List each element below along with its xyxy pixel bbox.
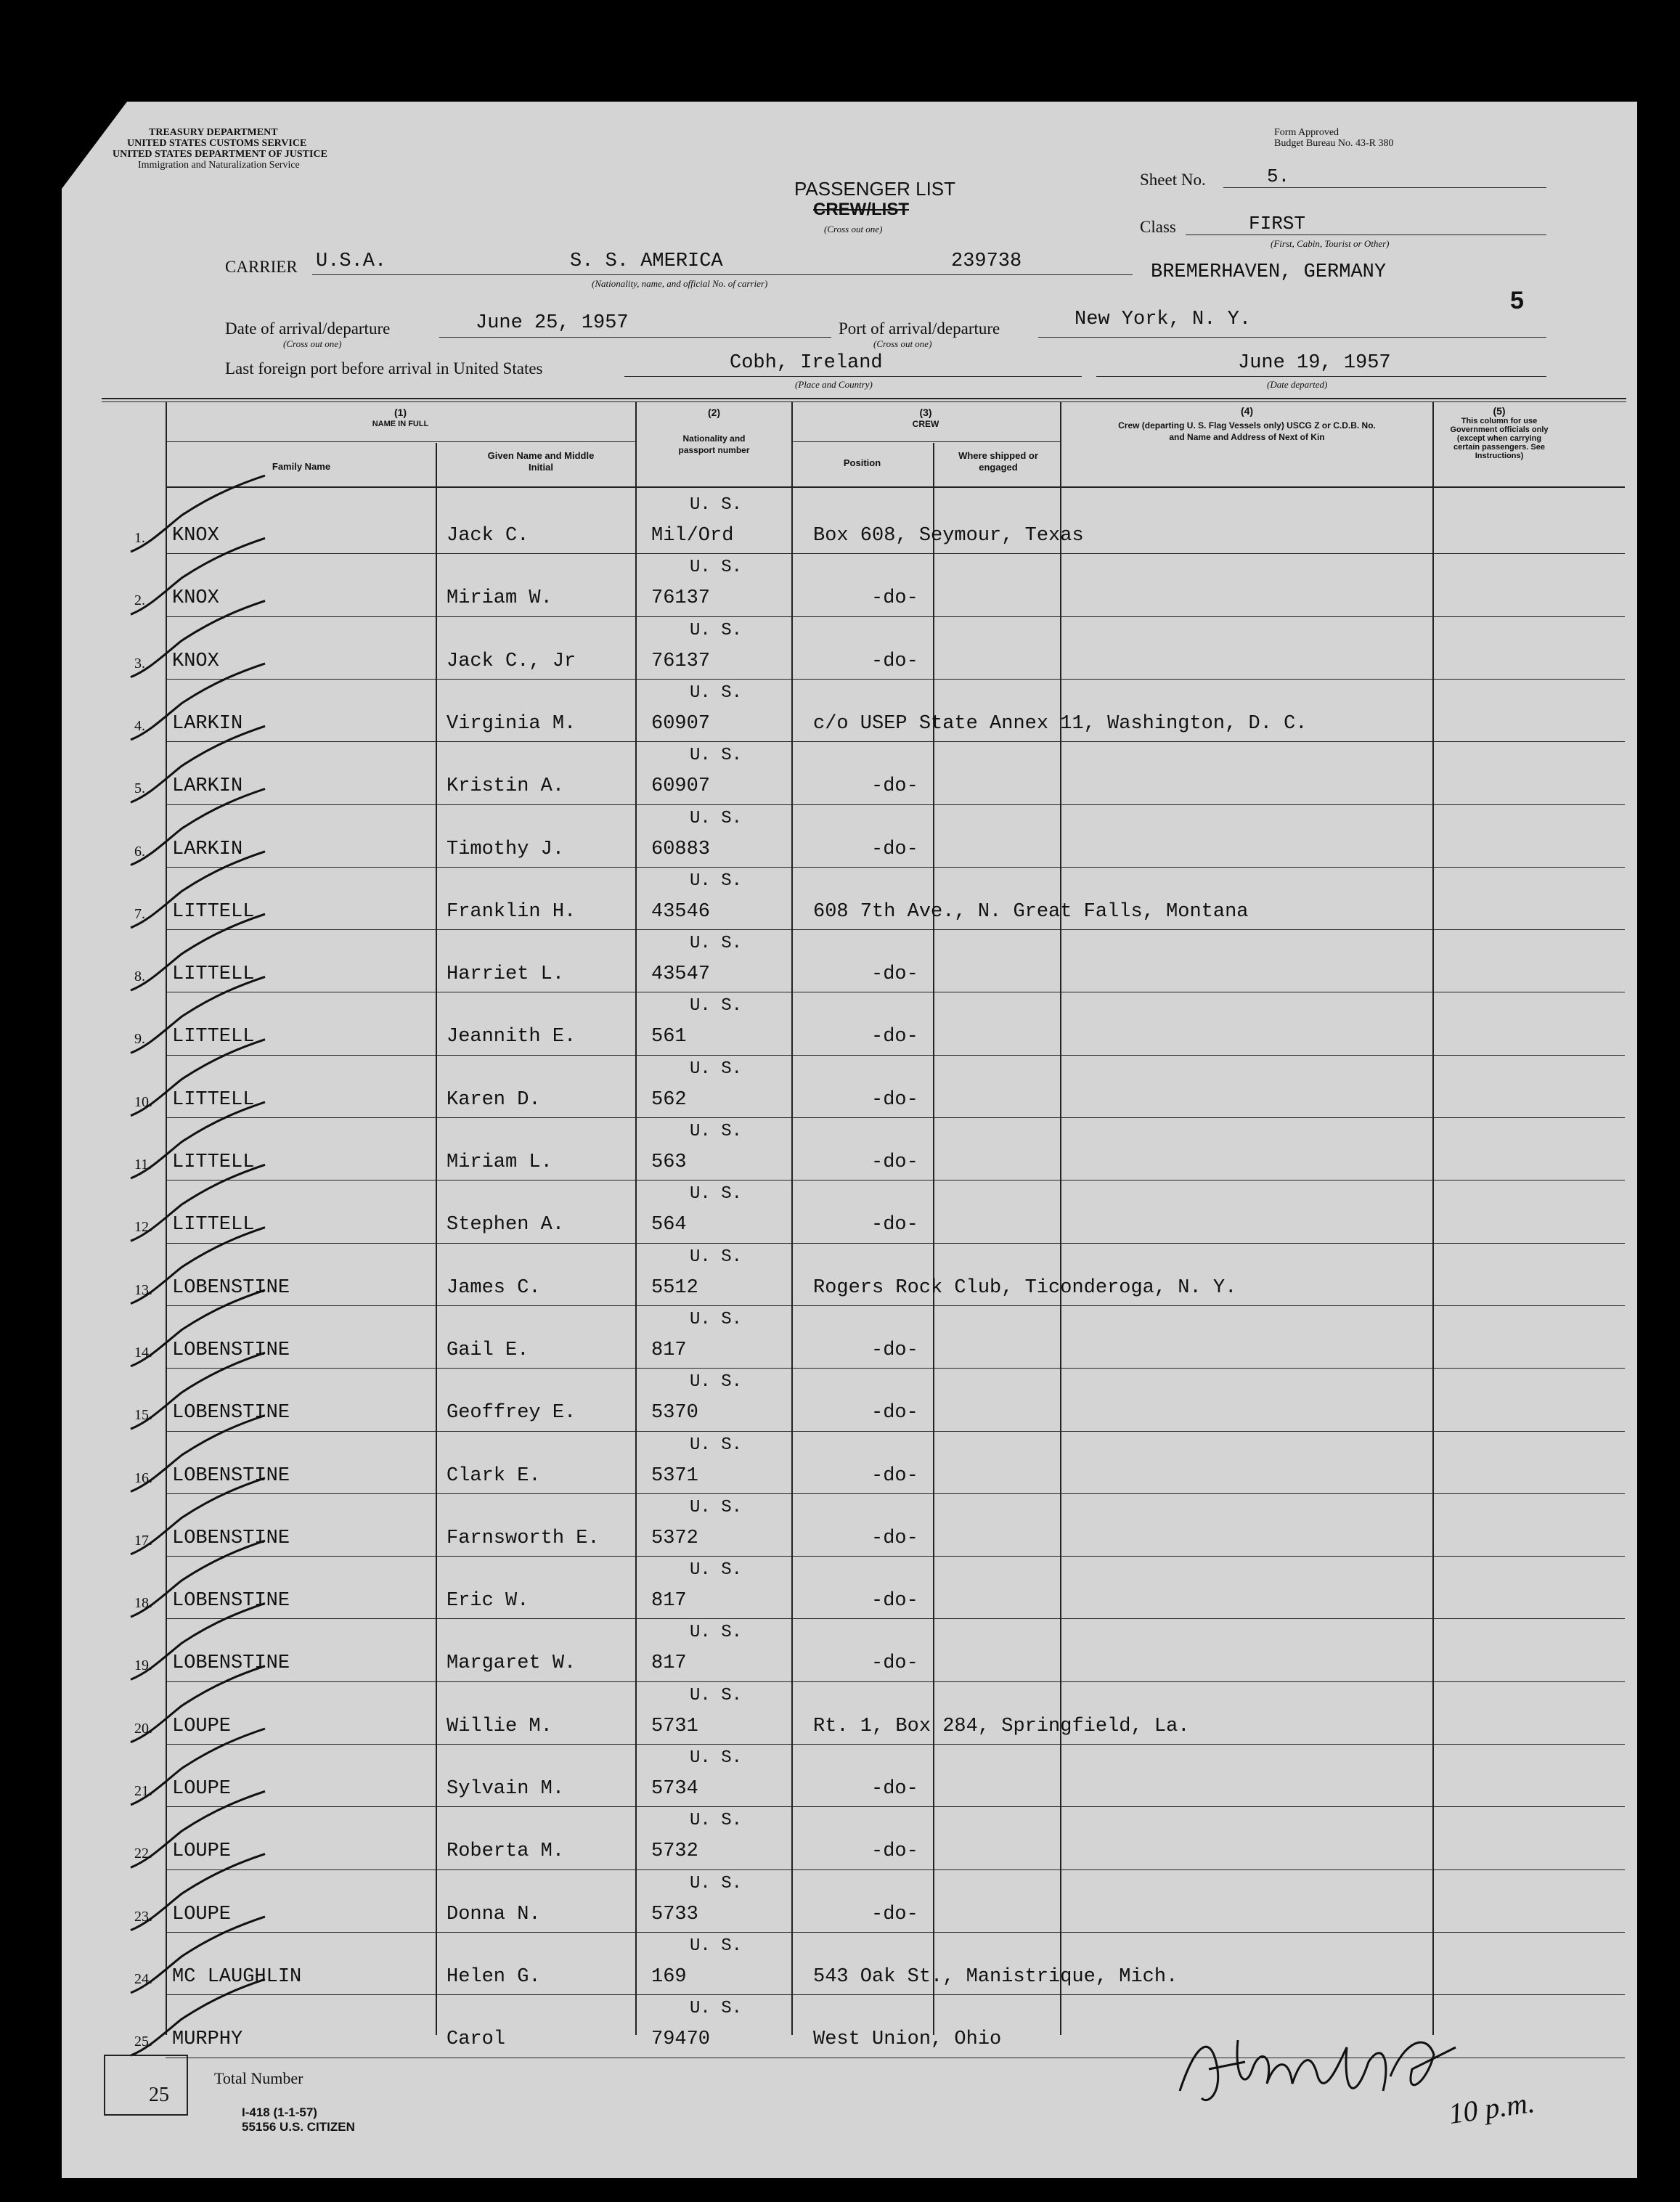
given-name: Harriet L. bbox=[446, 963, 565, 986]
title-note: (Cross out one) bbox=[824, 224, 883, 235]
col5-header bbox=[1434, 405, 1565, 460]
nationality: U. S. bbox=[690, 1309, 743, 1329]
check-marks bbox=[62, 102, 497, 2178]
family-name: KNOX bbox=[172, 587, 219, 610]
nationality: U. S. bbox=[690, 620, 743, 640]
nationality: U. S. bbox=[690, 1560, 743, 1581]
row-number: 15. bbox=[134, 1407, 152, 1424]
passport-number: 60907 bbox=[651, 712, 711, 735]
col2-title: Nationality and passport number bbox=[678, 433, 750, 455]
family-name: LITTELL bbox=[172, 1026, 255, 1048]
given-name: Timothy J. bbox=[446, 838, 565, 860]
port-underline bbox=[1038, 337, 1546, 338]
check-mark bbox=[131, 1854, 265, 1930]
passport-number: 5371 bbox=[651, 1464, 698, 1487]
col2-number: (2) bbox=[707, 407, 721, 418]
arrival-date-underline bbox=[439, 337, 831, 338]
address: 543 Oak St., Manistrique, Mich. bbox=[813, 1965, 1178, 1988]
row-number: 21. bbox=[134, 1783, 152, 1799]
address: -do- bbox=[871, 587, 918, 610]
check-mark bbox=[131, 1979, 265, 2055]
crew-subhead-rule bbox=[791, 441, 1060, 442]
given-name: Carol bbox=[446, 2028, 506, 2051]
arrival-date-value: June 25, 1957 bbox=[476, 312, 629, 334]
family-name: MC LAUGHLIN bbox=[172, 1965, 302, 1988]
col-family-header: Family Name bbox=[272, 461, 331, 472]
address: -do- bbox=[871, 1026, 918, 1048]
address: -do- bbox=[871, 1214, 918, 1236]
check-mark bbox=[131, 1791, 265, 1867]
col-line-c4 bbox=[1432, 401, 1434, 2035]
family-name: LOUPE bbox=[172, 1903, 232, 1925]
passport-number: 60907 bbox=[651, 775, 711, 798]
nationality: U. S. bbox=[690, 1811, 743, 1831]
last-port-date: June 19, 1957 bbox=[1238, 352, 1391, 374]
col3-title: CREW bbox=[912, 419, 939, 429]
passport-number: 5732 bbox=[651, 1840, 698, 1863]
given-name: Clark E. bbox=[446, 1464, 541, 1487]
given-name: Willie M. bbox=[446, 1715, 552, 1737]
given-name: Helen G. bbox=[446, 1965, 541, 1988]
title-crew-list: CREW/LIST bbox=[813, 200, 909, 219]
check-mark bbox=[131, 1040, 265, 1116]
col1-number: (1) bbox=[394, 407, 407, 418]
agency-line-4: Immigration and Naturalization Service bbox=[138, 160, 300, 171]
given-name: Franklin H. bbox=[446, 900, 576, 923]
passport-number: 563 bbox=[651, 1151, 687, 1173]
form-subtitle: 55156 U.S. CITIZEN bbox=[242, 2120, 355, 2134]
carrier-label: CARRIER bbox=[225, 258, 298, 276]
check-mark bbox=[131, 1729, 265, 1805]
agency-line-2: UNITED STATES CUSTOMS SERVICE bbox=[127, 138, 307, 149]
nationality: U. S. bbox=[690, 1372, 743, 1392]
nationality: U. S. bbox=[690, 1685, 743, 1705]
given-name: Jack C. bbox=[446, 525, 529, 547]
given-name: Farnsworth E. bbox=[446, 1527, 600, 1549]
col5-title: This column for use Government officials only (except when carrying certain passengers. See Instructions) bbox=[1450, 417, 1549, 460]
page-title: PASSENGER LIST bbox=[794, 178, 956, 200]
signature-time: 10 p.m. bbox=[1446, 2085, 1537, 2131]
nationality: U. S. bbox=[690, 808, 743, 828]
port-cross-note: (Cross out one) bbox=[873, 338, 932, 349]
col-where-header: Where shipped or engaged bbox=[958, 450, 1038, 473]
class-note: (First, Cabin, Tourist or Other) bbox=[1271, 238, 1390, 249]
address: -do- bbox=[871, 775, 918, 798]
row-number: 13. bbox=[134, 1281, 152, 1298]
address: -do- bbox=[871, 1402, 918, 1424]
sheet-label: Sheet No. bbox=[1140, 171, 1206, 189]
check-mark bbox=[131, 1102, 265, 1178]
given-name: Karen D. bbox=[446, 1088, 541, 1111]
col3-number: (3) bbox=[919, 407, 932, 418]
check-mark bbox=[131, 476, 265, 552]
row-number: 23. bbox=[134, 1908, 152, 1925]
family-name: LOBENSTINE bbox=[172, 1402, 290, 1424]
row-number: 10. bbox=[134, 1093, 152, 1110]
total-box bbox=[104, 2055, 188, 2116]
row-number: 5. bbox=[134, 780, 145, 797]
passenger-list-page bbox=[62, 102, 1637, 2178]
check-mark bbox=[131, 976, 265, 1053]
row-number: 3. bbox=[134, 655, 145, 672]
family-name: LITTELL bbox=[172, 900, 255, 923]
passport-number: 5372 bbox=[651, 1527, 698, 1549]
row-number: 18. bbox=[134, 1595, 152, 1612]
row-number: 7. bbox=[134, 905, 145, 922]
address: Rt. 1, Box 284, Springfield, La. bbox=[813, 1715, 1190, 1737]
address: -do- bbox=[871, 1778, 918, 1800]
address: -do- bbox=[871, 838, 918, 860]
row-number: 1. bbox=[134, 530, 145, 546]
row-number: 16. bbox=[134, 1469, 152, 1486]
row-number: 22. bbox=[134, 1846, 152, 1862]
check-mark bbox=[131, 852, 265, 928]
row-number: 9. bbox=[134, 1031, 145, 1048]
passport-number: 817 bbox=[651, 1652, 687, 1675]
nationality: U. S. bbox=[690, 870, 743, 891]
check-mark bbox=[131, 914, 265, 990]
nationality: U. S. bbox=[690, 1623, 743, 1643]
address: -do- bbox=[871, 650, 918, 672]
passport-number: 5733 bbox=[651, 1903, 698, 1925]
carrier-name: S. S. AMERICA bbox=[570, 250, 723, 272]
passport-number: 817 bbox=[651, 1339, 687, 1361]
carrier-official-no: 239738 bbox=[951, 250, 1022, 272]
passport-number: 169 bbox=[651, 1965, 687, 1988]
passport-number: 5731 bbox=[651, 1715, 698, 1737]
passport-number: 76137 bbox=[651, 587, 711, 610]
family-name: LOUPE bbox=[172, 1715, 232, 1737]
nationality: U. S. bbox=[690, 1184, 743, 1204]
row-number: 25. bbox=[134, 2034, 152, 2050]
address: -do- bbox=[871, 1151, 918, 1173]
check-mark bbox=[131, 1541, 265, 1617]
col4-title: Crew (departing U. S. Flag Vessels only) USCG Z or C.D.B. No. and Name and Address of Next of Kin bbox=[1118, 420, 1376, 442]
col-position-header: Position bbox=[843, 457, 881, 468]
nationality: U. S. bbox=[690, 1497, 743, 1517]
family-name: LOBENSTINE bbox=[172, 1276, 290, 1299]
family-name: KNOX bbox=[172, 525, 219, 547]
form-approved-line-1: Form Approved bbox=[1274, 127, 1339, 138]
address: Box 608, Seymour, Texas bbox=[813, 525, 1084, 547]
row-number: 4. bbox=[134, 717, 145, 734]
inspector-signature bbox=[1165, 2018, 1470, 2134]
row-number: 17. bbox=[134, 1532, 152, 1549]
family-name: LARKIN bbox=[172, 712, 243, 735]
check-mark bbox=[131, 1666, 265, 1742]
given-name: Roberta M. bbox=[446, 1840, 565, 1863]
address: -do- bbox=[871, 1088, 918, 1111]
page-corner-fold bbox=[62, 102, 127, 189]
agency-line-3: UNITED STATES DEPARTMENT OF JUSTICE bbox=[113, 149, 327, 160]
passport-number: 564 bbox=[651, 1214, 687, 1236]
given-name: Jack C., Jr bbox=[446, 650, 576, 672]
carrier-origin: BREMERHAVEN, GERMANY bbox=[1151, 261, 1387, 283]
address: Rogers Rock Club, Ticonderoga, N. Y. bbox=[813, 1276, 1237, 1299]
row-number: 20. bbox=[134, 1720, 152, 1737]
form-approved-line-2: Budget Bureau No. 43-R 380 bbox=[1274, 138, 1394, 149]
address: 608 7th Ave., N. Great Falls, Montana bbox=[813, 900, 1249, 923]
last-port-date-underline bbox=[1096, 376, 1546, 377]
passport-number: Mil/Ord bbox=[651, 525, 734, 547]
check-mark bbox=[131, 1290, 265, 1366]
nationality: U. S. bbox=[690, 1936, 743, 1956]
given-name: Eric W. bbox=[446, 1590, 529, 1612]
check-mark bbox=[131, 1228, 265, 1304]
given-name: Margaret W. bbox=[446, 1652, 576, 1675]
family-name: LOBENSTINE bbox=[172, 1339, 290, 1361]
check-mark bbox=[131, 664, 265, 740]
class-label: Class bbox=[1140, 218, 1176, 236]
check-mark bbox=[131, 1165, 265, 1241]
address: -do- bbox=[871, 1464, 918, 1487]
margin-mark: 5 bbox=[1510, 287, 1524, 314]
nationality: U. S. bbox=[690, 1247, 743, 1267]
check-mark bbox=[131, 601, 265, 677]
col-line-nat bbox=[791, 401, 793, 2035]
given-name: Miriam L. bbox=[446, 1151, 552, 1173]
sheet-underline bbox=[1223, 187, 1546, 188]
last-port-value: Cobh, Ireland bbox=[730, 352, 883, 374]
passport-number: 5734 bbox=[651, 1778, 698, 1800]
given-name: Sylvain M. bbox=[446, 1778, 565, 1800]
address: c/o USEP State Annex 11, Washington, D. C. bbox=[813, 712, 1308, 735]
family-name: LOBENSTINE bbox=[172, 1590, 290, 1612]
col1-title: NAME IN FULL bbox=[372, 420, 429, 428]
col-line-position bbox=[933, 443, 934, 2035]
check-mark bbox=[131, 538, 265, 614]
last-port-value-note: (Place and Country) bbox=[795, 379, 873, 390]
given-name: Stephen A. bbox=[446, 1214, 565, 1236]
family-name: LOBENSTINE bbox=[172, 1464, 290, 1487]
given-name: James C. bbox=[446, 1276, 541, 1299]
given-name: Miriam W. bbox=[446, 587, 552, 610]
row-number: 19. bbox=[134, 1657, 152, 1674]
nationality: U. S. bbox=[690, 1873, 743, 1893]
col2-header bbox=[637, 407, 791, 456]
address: -do- bbox=[871, 1840, 918, 1863]
total-label: Total Number bbox=[214, 2069, 303, 2087]
passport-number: 76137 bbox=[651, 650, 711, 672]
row-number: 2. bbox=[134, 592, 145, 609]
nationality: U. S. bbox=[690, 495, 743, 515]
check-mark bbox=[131, 1416, 265, 1492]
family-name: LARKIN bbox=[172, 775, 243, 798]
row-number: 6. bbox=[134, 843, 145, 860]
nationality: U. S. bbox=[690, 996, 743, 1016]
passport-number: 79470 bbox=[651, 2028, 711, 2051]
col-given-header: Given Name and Middle Initial bbox=[487, 450, 595, 473]
col-line-given bbox=[635, 401, 637, 2035]
passport-number: 43547 bbox=[651, 963, 711, 986]
nationality: U. S. bbox=[690, 934, 743, 954]
passport-number: 43546 bbox=[651, 900, 711, 923]
nationality: U. S. bbox=[690, 1059, 743, 1079]
last-port-label: Last foreign port before arrival in United States bbox=[225, 359, 543, 378]
col3-header bbox=[791, 407, 1060, 430]
check-mark bbox=[131, 789, 265, 865]
family-name: LITTELL bbox=[172, 1151, 255, 1173]
check-mark bbox=[131, 1603, 265, 1679]
nationality: U. S. bbox=[690, 682, 743, 703]
passport-number: 5370 bbox=[651, 1402, 698, 1424]
family-name: LOBENSTINE bbox=[172, 1652, 290, 1675]
check-mark bbox=[131, 1353, 265, 1429]
form-number: I-418 (1-1-57) bbox=[242, 2105, 317, 2119]
total-value: 25 bbox=[149, 2084, 169, 2106]
nationality: U. S. bbox=[690, 1748, 743, 1768]
row-number: 14. bbox=[134, 1344, 152, 1361]
col5-number: (5) bbox=[1493, 405, 1506, 417]
nationality: U. S. bbox=[690, 558, 743, 578]
col-line-crew bbox=[1060, 401, 1061, 2035]
form-approved bbox=[1274, 127, 1393, 149]
last-port-underline bbox=[624, 376, 1082, 377]
carrier-nationality: U.S.A. bbox=[316, 250, 387, 272]
sheet-value: 5. bbox=[1267, 166, 1290, 187]
last-port-date-note: (Date departed) bbox=[1267, 379, 1328, 390]
passport-number: 562 bbox=[651, 1088, 687, 1111]
address: -do- bbox=[871, 1652, 918, 1675]
address: -do- bbox=[871, 1339, 918, 1361]
carrier-note: (Nationality, name, and official No. of carrier) bbox=[592, 278, 768, 289]
family-name: LOUPE bbox=[172, 1778, 232, 1800]
port-value: New York, N. Y. bbox=[1075, 309, 1252, 330]
class-value: FIRST bbox=[1249, 213, 1306, 235]
address: -do- bbox=[871, 1590, 918, 1612]
nationality: U. S. bbox=[690, 746, 743, 766]
check-mark bbox=[131, 726, 265, 802]
nationality: U. S. bbox=[690, 1435, 743, 1455]
arrival-date-label: Date of arrival/departure bbox=[225, 319, 391, 338]
agency-line-1: TREASURY DEPARTMENT bbox=[149, 127, 278, 138]
family-name: LITTELL bbox=[172, 1214, 255, 1236]
family-name: LOBENSTINE bbox=[172, 1527, 290, 1549]
passport-number: 817 bbox=[651, 1590, 687, 1612]
given-name: Donna N. bbox=[446, 1903, 541, 1925]
row-number: 24. bbox=[134, 1970, 152, 1987]
check-mark bbox=[131, 1478, 265, 1554]
passport-number: 5512 bbox=[651, 1276, 698, 1299]
given-name: Gail E. bbox=[446, 1339, 529, 1361]
family-name: MURPHY bbox=[172, 2028, 243, 2051]
address: -do- bbox=[871, 1527, 918, 1549]
given-name: Kristin A. bbox=[446, 775, 565, 798]
family-name: LITTELL bbox=[172, 1088, 255, 1111]
row-number: 11. bbox=[134, 1157, 152, 1173]
col4-header bbox=[1061, 405, 1432, 443]
family-name: LARKIN bbox=[172, 838, 243, 860]
family-name: LOUPE bbox=[172, 1840, 232, 1863]
row-number: 8. bbox=[134, 969, 145, 985]
family-name: LITTELL bbox=[172, 963, 255, 986]
col4-number: (4) bbox=[1240, 405, 1254, 417]
family-name: KNOX bbox=[172, 650, 219, 672]
nationality: U. S. bbox=[690, 1999, 743, 2019]
arrival-cross-note: (Cross out one) bbox=[283, 338, 342, 349]
address: West Union, Ohio bbox=[813, 2028, 1002, 2051]
check-mark bbox=[131, 1917, 265, 1993]
given-name: Geoffrey E. bbox=[446, 1402, 576, 1424]
passport-number: 60883 bbox=[651, 838, 711, 860]
given-name: Jeannith E. bbox=[446, 1026, 576, 1048]
port-label: Port of arrival/departure bbox=[839, 319, 1000, 338]
passport-number: 561 bbox=[651, 1026, 687, 1048]
nationality: U. S. bbox=[690, 1122, 743, 1141]
address: -do- bbox=[871, 1903, 918, 1925]
given-name: Virginia M. bbox=[446, 712, 576, 735]
row-number: 12. bbox=[134, 1219, 152, 1236]
address: -do- bbox=[871, 963, 918, 986]
